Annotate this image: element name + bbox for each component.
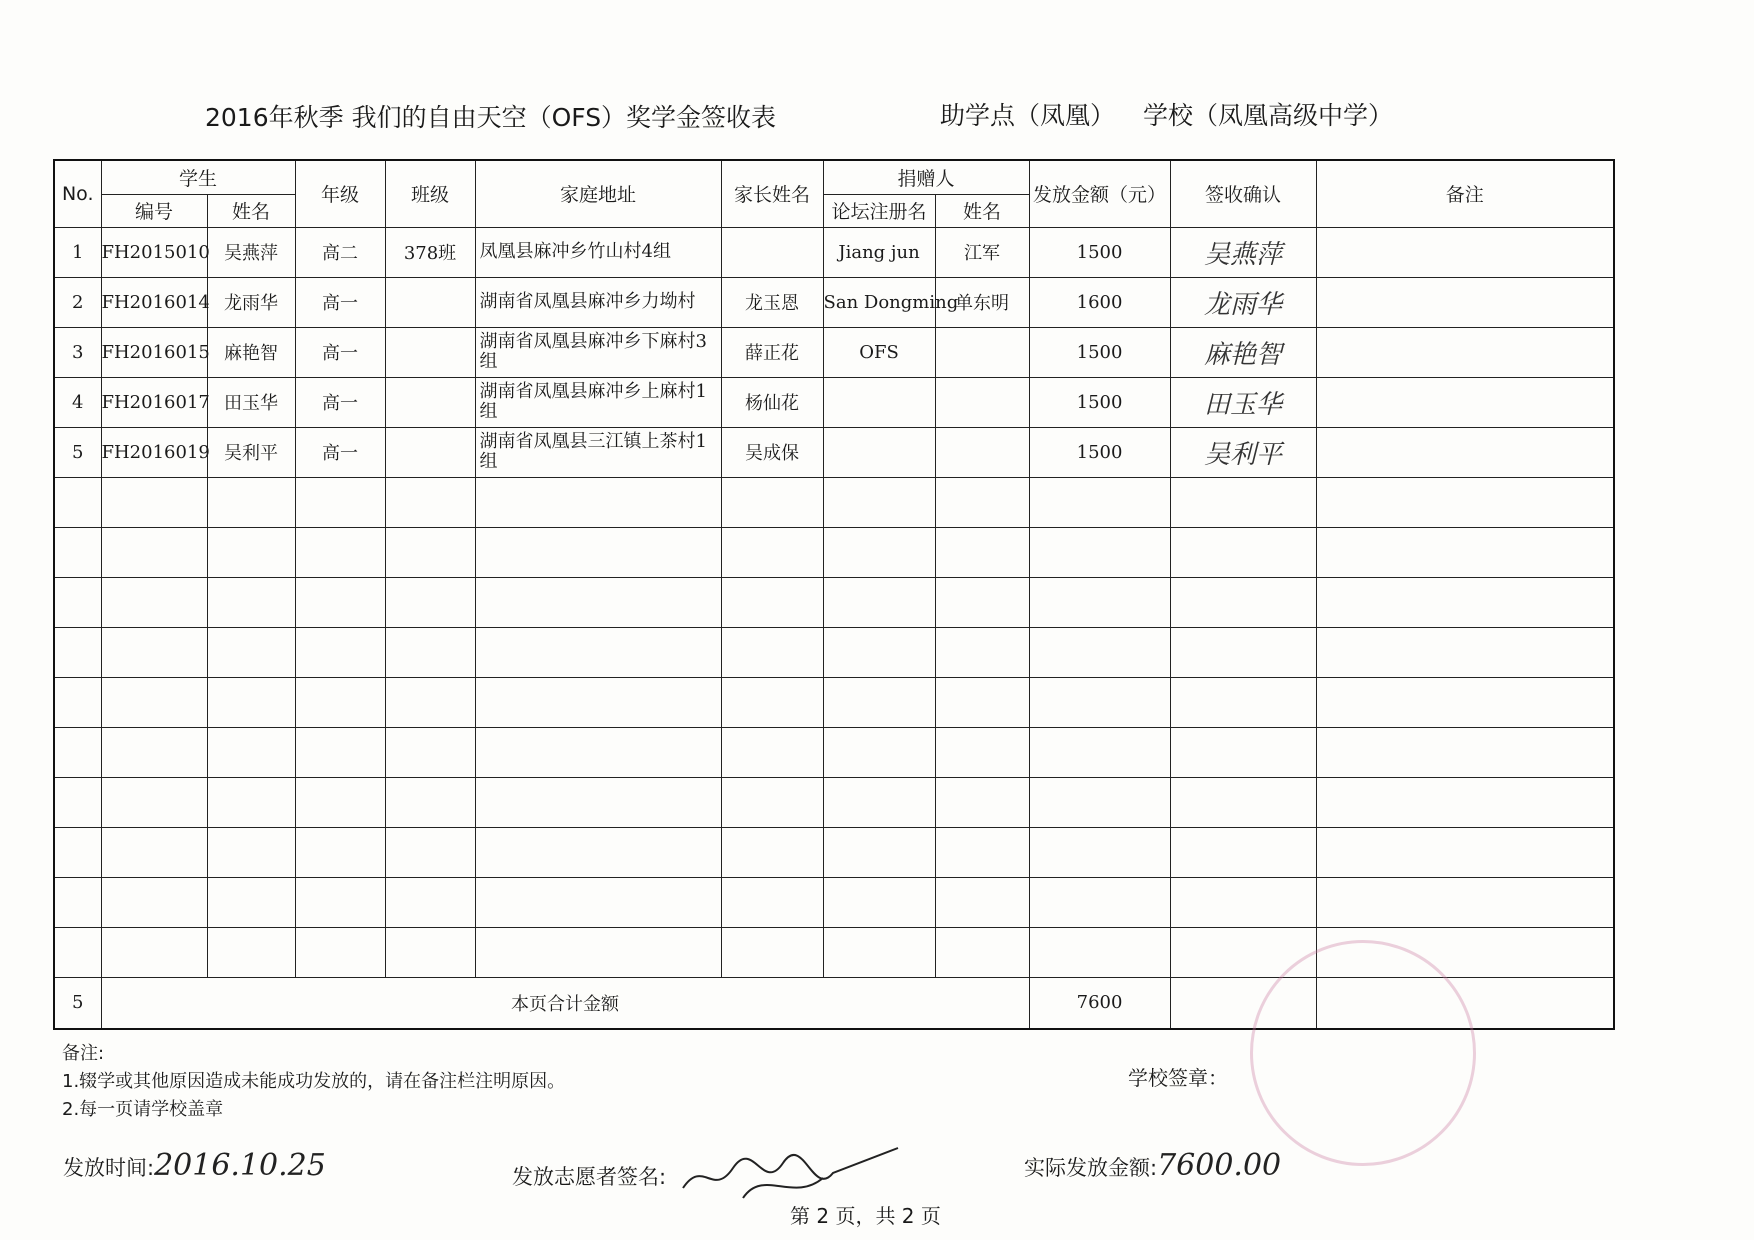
cell-class: 378班 — [385, 227, 475, 277]
blank-cell — [207, 727, 295, 777]
total-count: 5 — [54, 977, 101, 1029]
blank-cell — [295, 927, 385, 977]
actual-amount-label: 实际发放金额: — [1024, 1156, 1158, 1180]
cell-signature: 吴燕萍 — [1170, 227, 1316, 277]
blank-cell — [935, 827, 1029, 877]
blank-cell — [475, 827, 721, 877]
blank-cell — [823, 927, 935, 977]
cell-forum: San Dongming — [823, 277, 935, 327]
blank-cell — [54, 877, 101, 927]
blank-cell — [935, 877, 1029, 927]
blank-cell — [935, 477, 1029, 527]
blank-cell — [207, 677, 295, 727]
header-donor-name: 姓名 — [935, 194, 1029, 227]
blank-cell — [385, 827, 475, 877]
cell-no: 5 — [54, 427, 101, 477]
cell-no: 1 — [54, 227, 101, 277]
header-remark: 备注 — [1316, 160, 1614, 227]
volunteer-signature-scribble-icon — [673, 1148, 903, 1208]
blank-cell — [823, 877, 935, 927]
blank-cell — [823, 527, 935, 577]
volunteer-signature — [512, 1148, 903, 1208]
blank-cell — [101, 727, 207, 777]
cell-donor — [935, 427, 1029, 477]
blank-cell — [207, 477, 295, 527]
header-parent: 家长姓名 — [721, 160, 823, 227]
cell-donor — [935, 377, 1029, 427]
scholarship-table — [53, 159, 1615, 1030]
cell-remark — [1316, 227, 1614, 277]
blank-cell — [823, 577, 935, 627]
cell-remark — [1316, 327, 1614, 377]
cell-address: 湖南省凤凰县麻冲乡力坳村 — [475, 277, 721, 327]
blank-cell — [823, 727, 935, 777]
cell-grade: 高一 — [295, 377, 385, 427]
blank-cell — [54, 577, 101, 627]
cell-donor: 单东明 — [935, 277, 1029, 327]
volunteer-signature-label: 发放志愿者签名: — [512, 1165, 667, 1189]
blank-cell — [1029, 727, 1170, 777]
cell-amount: 1500 — [1029, 377, 1170, 427]
header-donor-forum: 论坛注册名 — [823, 194, 935, 227]
cell-address: 凤凰县麻冲乡竹山村4组 — [475, 227, 721, 277]
blank-cell — [475, 677, 721, 727]
cell-signature: 麻艳智 — [1170, 327, 1316, 377]
blank-row — [54, 727, 1614, 777]
title-right — [940, 96, 1393, 132]
cell-no: 3 — [54, 327, 101, 377]
blank-row — [54, 627, 1614, 677]
cell-no: 2 — [54, 277, 101, 327]
cell-amount: 1500 — [1029, 327, 1170, 377]
blank-cell — [721, 927, 823, 977]
blank-cell — [475, 777, 721, 827]
notes-line-2: 2.每一页请学校盖章 — [62, 1099, 224, 1120]
blank-cell — [101, 477, 207, 527]
blank-cell — [54, 927, 101, 977]
blank-cell — [295, 627, 385, 677]
issue-date-label: 发放时间: — [63, 1156, 155, 1180]
blank-cell — [1316, 827, 1614, 877]
blank-cell — [1316, 477, 1614, 527]
school-stamp-label: 学校签章： — [1128, 1066, 1228, 1090]
blank-cell — [385, 527, 475, 577]
issue-date-value: 2016.10.25 — [154, 1148, 326, 1183]
cell-parent — [721, 227, 823, 277]
blank-cell — [385, 727, 475, 777]
blank-cell — [295, 827, 385, 877]
blank-cell — [1029, 827, 1170, 877]
blank-cell — [1029, 527, 1170, 577]
table-row — [54, 327, 1614, 377]
cell-name: 麻艳智 — [207, 327, 295, 377]
cell-class — [385, 427, 475, 477]
blank-cell — [1170, 727, 1316, 777]
cell-id: FH2016019 — [101, 427, 207, 477]
school-stamp-icon — [1250, 940, 1476, 1166]
header-donor: 捐赠人 — [823, 160, 1029, 194]
blank-row — [54, 477, 1614, 527]
blank-cell — [1170, 627, 1316, 677]
blank-cell — [935, 527, 1029, 577]
blank-cell — [475, 727, 721, 777]
cell-grade: 高一 — [295, 327, 385, 377]
table-row — [54, 427, 1614, 477]
blank-cell — [1316, 777, 1614, 827]
blank-cell — [935, 627, 1029, 677]
form-title — [205, 98, 1394, 134]
blank-cell — [721, 477, 823, 527]
header-student-name: 姓名 — [207, 194, 295, 227]
blank-cell — [1316, 527, 1614, 577]
blank-cell — [54, 627, 101, 677]
cell-remark — [1316, 277, 1614, 327]
header-amount: 发放金额（元） — [1029, 160, 1170, 227]
cell-amount: 1500 — [1029, 427, 1170, 477]
blank-cell — [1170, 577, 1316, 627]
aid-point: 助学点（凤凰） — [940, 101, 1116, 130]
cell-remark — [1316, 377, 1614, 427]
blank-cell — [1029, 577, 1170, 627]
header-no: No. — [54, 160, 101, 227]
blank-cell — [207, 527, 295, 577]
cell-address: 湖南省凤凰县麻冲乡下麻村3组 — [475, 327, 721, 377]
blank-cell — [1316, 677, 1614, 727]
blank-cell — [475, 577, 721, 627]
actual-amount — [1024, 1148, 1281, 1183]
cell-remark — [1316, 427, 1614, 477]
cell-address: 湖南省凤凰县三江镇上茶村1组 — [475, 427, 721, 477]
cell-signature: 龙雨华 — [1170, 277, 1316, 327]
table-row — [54, 277, 1614, 327]
blank-cell — [721, 577, 823, 627]
cell-donor: 江军 — [935, 227, 1029, 277]
table-row — [54, 227, 1614, 277]
blank-cell — [101, 927, 207, 977]
blank-cell — [295, 677, 385, 727]
total-amount: 7600 — [1029, 977, 1170, 1029]
cell-no: 4 — [54, 377, 101, 427]
cell-name: 田玉华 — [207, 377, 295, 427]
blank-cell — [101, 827, 207, 877]
cell-donor — [935, 327, 1029, 377]
blank-cell — [295, 577, 385, 627]
cell-parent: 龙玉恩 — [721, 277, 823, 327]
blank-cell — [823, 627, 935, 677]
blank-cell — [101, 627, 207, 677]
cell-forum: OFS — [823, 327, 935, 377]
blank-cell — [475, 927, 721, 977]
blank-cell — [1029, 477, 1170, 527]
blank-cell — [935, 577, 1029, 627]
blank-cell — [207, 577, 295, 627]
blank-cell — [101, 777, 207, 827]
blank-cell — [207, 777, 295, 827]
blank-cell — [207, 877, 295, 927]
header-address: 家庭地址 — [475, 160, 721, 227]
cell-grade: 高二 — [295, 227, 385, 277]
blank-cell — [1316, 877, 1614, 927]
blank-cell — [207, 827, 295, 877]
blank-cell — [385, 477, 475, 527]
blank-cell — [935, 777, 1029, 827]
blank-row — [54, 577, 1614, 627]
cell-id: FH2016015 — [101, 327, 207, 377]
blank-cell — [295, 727, 385, 777]
blank-row — [54, 877, 1614, 927]
blank-cell — [101, 877, 207, 927]
cell-class — [385, 327, 475, 377]
blank-cell — [823, 827, 935, 877]
blank-cell — [935, 677, 1029, 727]
notes — [62, 1040, 565, 1124]
blank-cell — [101, 677, 207, 727]
notes-line-1: 1.辍学或其他原因造成未能成功发放的，请在备注栏注明原因。 — [62, 1071, 566, 1092]
header-grade: 年级 — [295, 160, 385, 227]
blank-cell — [385, 777, 475, 827]
blank-cell — [54, 727, 101, 777]
cell-signature: 田玉华 — [1170, 377, 1316, 427]
cell-address: 湖南省凤凰县麻冲乡上麻村1组 — [475, 377, 721, 427]
blank-row — [54, 527, 1614, 577]
cell-name: 吴燕萍 — [207, 227, 295, 277]
blank-cell — [295, 477, 385, 527]
cell-parent: 杨仙花 — [721, 377, 823, 427]
blank-cell — [721, 777, 823, 827]
blank-cell — [1029, 627, 1170, 677]
cell-name: 龙雨华 — [207, 277, 295, 327]
title-main: 2016年秋季 我们的自由天空（OFS）奖学金签收表 — [205, 103, 777, 132]
cell-amount: 1600 — [1029, 277, 1170, 327]
blank-row — [54, 827, 1614, 877]
header-class: 班级 — [385, 160, 475, 227]
blank-rows — [54, 477, 1614, 977]
blank-cell — [1170, 827, 1316, 877]
table-row — [54, 377, 1614, 427]
blank-cell — [54, 527, 101, 577]
blank-row — [54, 677, 1614, 727]
blank-cell — [385, 877, 475, 927]
header-student: 学生 — [101, 160, 295, 194]
blank-cell — [935, 727, 1029, 777]
blank-cell — [823, 477, 935, 527]
blank-cell — [295, 777, 385, 827]
blank-cell — [1316, 577, 1614, 627]
blank-cell — [385, 927, 475, 977]
blank-cell — [475, 527, 721, 577]
blank-cell — [721, 727, 823, 777]
blank-cell — [1316, 727, 1614, 777]
blank-cell — [54, 777, 101, 827]
blank-cell — [295, 877, 385, 927]
cell-forum — [823, 377, 935, 427]
issue-date — [63, 1148, 326, 1183]
blank-cell — [101, 577, 207, 627]
cell-id: FH2015010 — [101, 227, 207, 277]
cell-class — [385, 277, 475, 327]
blank-cell — [475, 877, 721, 927]
cell-parent: 薛正花 — [721, 327, 823, 377]
blank-cell — [1170, 477, 1316, 527]
actual-amount-value: 7600.00 — [1157, 1148, 1282, 1183]
blank-cell — [1029, 677, 1170, 727]
blank-cell — [385, 577, 475, 627]
blank-cell — [721, 527, 823, 577]
blank-cell — [721, 827, 823, 877]
cell-class — [385, 377, 475, 427]
blank-cell — [935, 927, 1029, 977]
blank-cell — [721, 677, 823, 727]
school-name: 学校（凤凰高级中学） — [1143, 101, 1394, 130]
blank-cell — [207, 927, 295, 977]
blank-cell — [207, 627, 295, 677]
cell-parent: 吴成保 — [721, 427, 823, 477]
blank-cell — [54, 827, 101, 877]
blank-cell — [475, 477, 721, 527]
blank-cell — [54, 677, 101, 727]
cell-name: 吴利平 — [207, 427, 295, 477]
blank-cell — [823, 677, 935, 727]
blank-cell — [1170, 777, 1316, 827]
blank-cell — [54, 477, 101, 527]
blank-cell — [1029, 777, 1170, 827]
page-number: 第 2 页，共 2 页 — [790, 1204, 941, 1228]
notes-heading: 备注: — [62, 1043, 105, 1064]
header-student-id: 编号 — [101, 194, 207, 227]
cell-grade: 高一 — [295, 277, 385, 327]
blank-cell — [1029, 927, 1170, 977]
blank-cell — [295, 527, 385, 577]
cell-grade: 高一 — [295, 427, 385, 477]
blank-cell — [1029, 877, 1170, 927]
cell-forum: Jiang jun — [823, 227, 935, 277]
blank-cell — [385, 627, 475, 677]
blank-cell — [823, 777, 935, 827]
cell-id: FH2016017 — [101, 377, 207, 427]
blank-cell — [1170, 677, 1316, 727]
cell-forum — [823, 427, 935, 477]
blank-cell — [1170, 527, 1316, 577]
blank-cell — [475, 627, 721, 677]
cell-signature: 吴利平 — [1170, 427, 1316, 477]
blank-cell — [101, 527, 207, 577]
blank-row — [54, 777, 1614, 827]
blank-cell — [1170, 877, 1316, 927]
blank-cell — [721, 877, 823, 927]
header-confirm: 签收确认 — [1170, 160, 1316, 227]
blank-cell — [721, 627, 823, 677]
blank-cell — [385, 677, 475, 727]
cell-id: FH2016014 — [101, 277, 207, 327]
cell-amount: 1500 — [1029, 227, 1170, 277]
blank-cell — [1316, 627, 1614, 677]
total-label: 本页合计金额 — [101, 977, 1029, 1029]
